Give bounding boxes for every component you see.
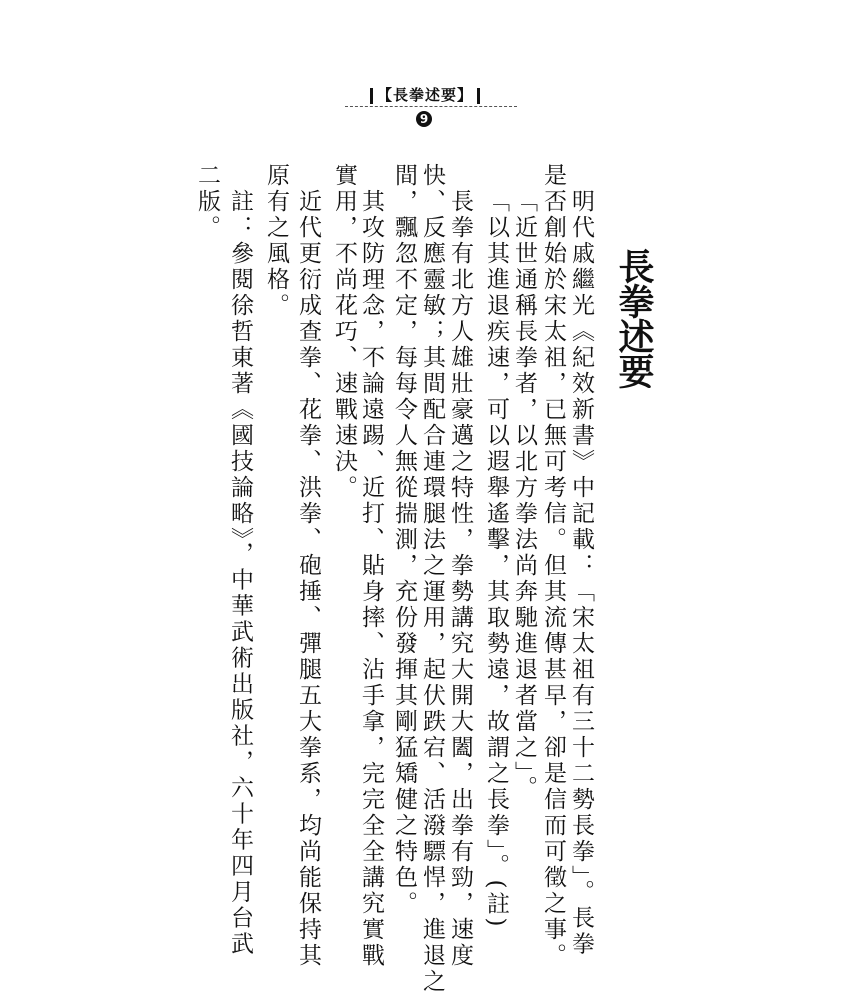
text-column: 是否創始於宋太祖，已無可考信。但其流傳甚早，卻是信而可徵之事。 (540, 163, 566, 969)
text-column: 實用，不尚花巧、速戰速決。 (331, 163, 357, 501)
article-title: 長拳述要 (613, 248, 654, 388)
header-bar-left (370, 88, 373, 104)
text-column: 快、反應靈敏；其間配合連環腿法之運用，起伏跌宕、活潑驃悍，進退之 (419, 163, 445, 995)
text-column: 近代更衍成查拳、花拳、洪拳、砲捶、彈腿五大拳系，均尚能保持其 (295, 189, 321, 969)
footnote-column: 二版。 (194, 163, 220, 241)
text-column: 長拳有北方人雄壯豪邁之特性，拳勢講究大開大闔，出拳有勁，速度 (447, 189, 473, 969)
page-number: 9 (416, 111, 432, 127)
header-divider (345, 106, 517, 107)
text-column: 原有之風格。 (263, 163, 289, 319)
text-column: 「近世通稱長拳者，以北方拳法尚奔馳進退者當之」。 (511, 189, 537, 802)
text-column: 明代戚繼光《紀效新書》中記載：「宋太祖有三十二勢長拳」。長拳 (568, 189, 594, 958)
header-bar-right (477, 88, 480, 104)
running-header (0, 84, 850, 105)
text-column: 其攻防理念，不論遠踢、近打、貼身摔、沾手拿，完完全全講究實戰 (358, 189, 384, 969)
text-column: 「以其進退疾速，可以遐舉遙擊，其取勢遠，故謂之長拳」。(註) (483, 189, 509, 930)
footnote-column: 註：參閱徐哲東著《國技論略》，中華武術出版社，六十年四月台武 (227, 189, 253, 958)
running-title: 【長拳述要】 (376, 86, 473, 104)
text-column: 間，飄忽不定，每每令人無從揣測，充份發揮其剛猛矯健之特色。 (391, 163, 417, 917)
